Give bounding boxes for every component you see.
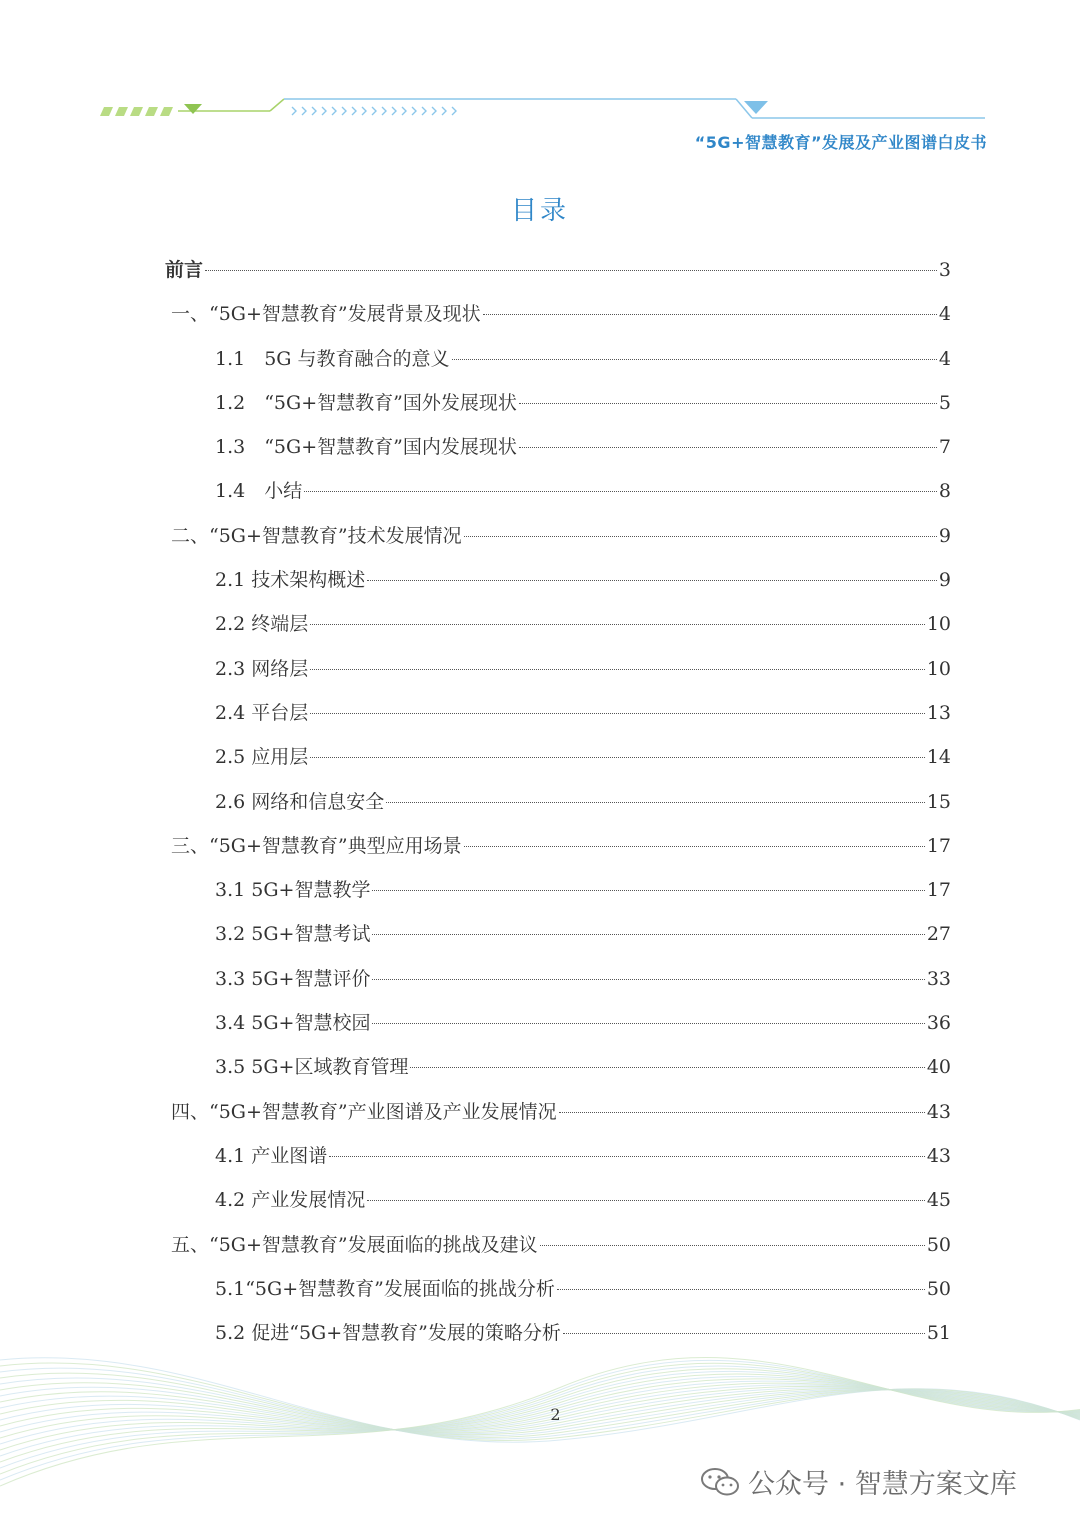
toc-entry-label: 1.2 “5G+智慧教育”国外发展现状 bbox=[215, 391, 517, 414]
toc-entry[interactable] bbox=[165, 381, 951, 425]
toc-entry[interactable] bbox=[165, 647, 951, 691]
toc-entry-page: 4 bbox=[938, 303, 951, 326]
toc-entry-page: 10 bbox=[926, 657, 951, 680]
toc-entry[interactable] bbox=[165, 1178, 951, 1222]
toc-entry-label: 二、“5G+智慧教育”技术发展情况 bbox=[171, 524, 462, 547]
toc-entry[interactable] bbox=[165, 1045, 951, 1089]
toc-entry-page: 43 bbox=[926, 1100, 951, 1123]
toc-entry[interactable] bbox=[165, 1223, 951, 1267]
toc-entry-label: 2.4 平台层 bbox=[215, 701, 309, 724]
dot-leader bbox=[304, 491, 937, 492]
dot-leader bbox=[410, 1067, 924, 1068]
toc-entry-label: 4.2 产业发展情况 bbox=[215, 1189, 366, 1212]
toc-entry-label: 3.5 5G+区域教育管理 bbox=[215, 1056, 409, 1079]
toc-entry[interactable] bbox=[165, 1134, 951, 1178]
toc-entry-page: 4 bbox=[938, 347, 951, 370]
dot-leader bbox=[367, 1200, 925, 1201]
toc-entry[interactable] bbox=[165, 957, 951, 1001]
toc-entry-label: 4.1 产业图谱 bbox=[215, 1144, 328, 1167]
toc-entry-label: 3.2 5G+智慧考试 bbox=[215, 923, 371, 946]
toc-entry[interactable] bbox=[165, 558, 951, 602]
toc-entry[interactable] bbox=[165, 1001, 951, 1045]
toc-entry[interactable] bbox=[165, 868, 951, 912]
document-header-title: “5G+智慧教育”发展及产业图谱白皮书 bbox=[694, 133, 987, 152]
dot-leader bbox=[372, 934, 924, 935]
dot-leader bbox=[372, 979, 924, 980]
dot-leader bbox=[310, 713, 925, 714]
table-of-contents bbox=[165, 248, 951, 1355]
dot-leader bbox=[310, 624, 925, 625]
toc-entry[interactable] bbox=[165, 248, 951, 292]
toc-entry-label: 2.2 终端层 bbox=[215, 613, 309, 636]
toc-entry-page: 14 bbox=[926, 746, 951, 769]
toc-entry-page: 10 bbox=[926, 613, 951, 636]
dot-leader bbox=[205, 270, 937, 271]
toc-entry-page: 50 bbox=[926, 1233, 951, 1256]
toc-entry-label: 3.4 5G+智慧校园 bbox=[215, 1012, 371, 1035]
toc-entry-page: 9 bbox=[938, 569, 951, 592]
toc-entry-page: 3 bbox=[938, 259, 951, 281]
dot-leader bbox=[372, 1023, 924, 1024]
dot-leader bbox=[464, 536, 937, 537]
toc-entry-label: 前言 bbox=[165, 259, 204, 281]
toc-entry-label: 5.1“5G+智慧教育”发展面临的挑战分析 bbox=[215, 1277, 555, 1300]
toc-entry[interactable] bbox=[165, 780, 951, 824]
toc-entry[interactable] bbox=[165, 735, 951, 779]
toc-heading: 目录 bbox=[510, 196, 569, 226]
toc-entry-label: 1.1 5G 与教育融合的意义 bbox=[215, 347, 450, 370]
toc-entry[interactable] bbox=[165, 337, 951, 381]
watermark bbox=[700, 1462, 1017, 1501]
dot-leader bbox=[519, 403, 937, 404]
dot-leader bbox=[540, 1245, 925, 1246]
toc-entry-page: 17 bbox=[926, 879, 951, 902]
toc-entry-label: 一、“5G+智慧教育”发展背景及现状 bbox=[171, 303, 481, 326]
toc-entry[interactable] bbox=[165, 469, 951, 513]
toc-entry-page: 45 bbox=[926, 1189, 951, 1212]
dot-leader bbox=[329, 1156, 925, 1157]
toc-entry-page: 27 bbox=[926, 923, 951, 946]
dot-leader bbox=[372, 890, 924, 891]
toc-entry[interactable] bbox=[165, 425, 951, 469]
watermark-text: 公众号 · 智慧方案文库 bbox=[748, 1469, 1017, 1500]
toc-entry-page: 8 bbox=[938, 480, 951, 503]
dot-leader bbox=[452, 359, 937, 360]
toc-entry-page: 9 bbox=[938, 524, 951, 547]
toc-entry-label: 四、“5G+智慧教育”产业图谱及产业发展情况 bbox=[171, 1100, 557, 1123]
toc-entry[interactable] bbox=[165, 1090, 951, 1134]
toc-entry-page: 50 bbox=[926, 1277, 951, 1300]
toc-entry-label: 1.3 “5G+智慧教育”国内发展现状 bbox=[215, 436, 517, 459]
toc-entry[interactable] bbox=[165, 912, 951, 956]
toc-entry-page: 5 bbox=[938, 391, 951, 414]
toc-entry-page: 13 bbox=[926, 701, 951, 724]
toc-entry[interactable] bbox=[165, 292, 951, 336]
toc-entry-label: 1.4 小结 bbox=[215, 480, 303, 503]
toc-entry-page: 33 bbox=[926, 967, 951, 990]
toc-entry-label: 3.3 5G+智慧评价 bbox=[215, 967, 371, 990]
toc-entry-page: 36 bbox=[926, 1012, 951, 1035]
dot-leader bbox=[464, 846, 925, 847]
toc-entry-label: 2.6 网络和信息安全 bbox=[215, 790, 385, 813]
page-number: 2 bbox=[550, 1405, 561, 1424]
toc-entry-label: 2.3 网络层 bbox=[215, 657, 309, 680]
dot-leader bbox=[310, 669, 925, 670]
toc-entry-label: 5.2 促进“5G+智慧教育”发展的策略分析 bbox=[215, 1322, 561, 1345]
toc-entry-page: 7 bbox=[938, 436, 951, 459]
toc-entry-page: 40 bbox=[926, 1056, 951, 1079]
toc-entry-page: 43 bbox=[926, 1144, 951, 1167]
toc-entry-label: 2.5 应用层 bbox=[215, 746, 309, 769]
toc-entry-label: 五、“5G+智慧教育”发展面临的挑战及建议 bbox=[171, 1233, 538, 1256]
wechat-icon bbox=[700, 1467, 740, 1497]
toc-entry-page: 51 bbox=[926, 1322, 951, 1345]
dot-leader bbox=[519, 447, 937, 448]
toc-entry-label: 3.1 5G+智慧教学 bbox=[215, 879, 371, 902]
dot-leader bbox=[310, 757, 925, 758]
header-decoration bbox=[0, 0, 1080, 130]
toc-entry[interactable] bbox=[165, 691, 951, 735]
toc-entry[interactable] bbox=[165, 602, 951, 646]
dot-leader bbox=[557, 1289, 925, 1290]
toc-entry-page: 15 bbox=[926, 790, 951, 813]
toc-entry-label: 2.1 技术架构概述 bbox=[215, 569, 366, 592]
toc-entry[interactable] bbox=[165, 824, 951, 868]
dot-leader bbox=[483, 314, 937, 315]
toc-entry-label: 三、“5G+智慧教育”典型应用场景 bbox=[171, 834, 462, 857]
dot-leader bbox=[367, 580, 937, 581]
dot-leader bbox=[559, 1112, 925, 1113]
dot-leader bbox=[386, 802, 925, 803]
toc-entry-page: 17 bbox=[926, 834, 951, 857]
toc-entry[interactable] bbox=[165, 514, 951, 558]
